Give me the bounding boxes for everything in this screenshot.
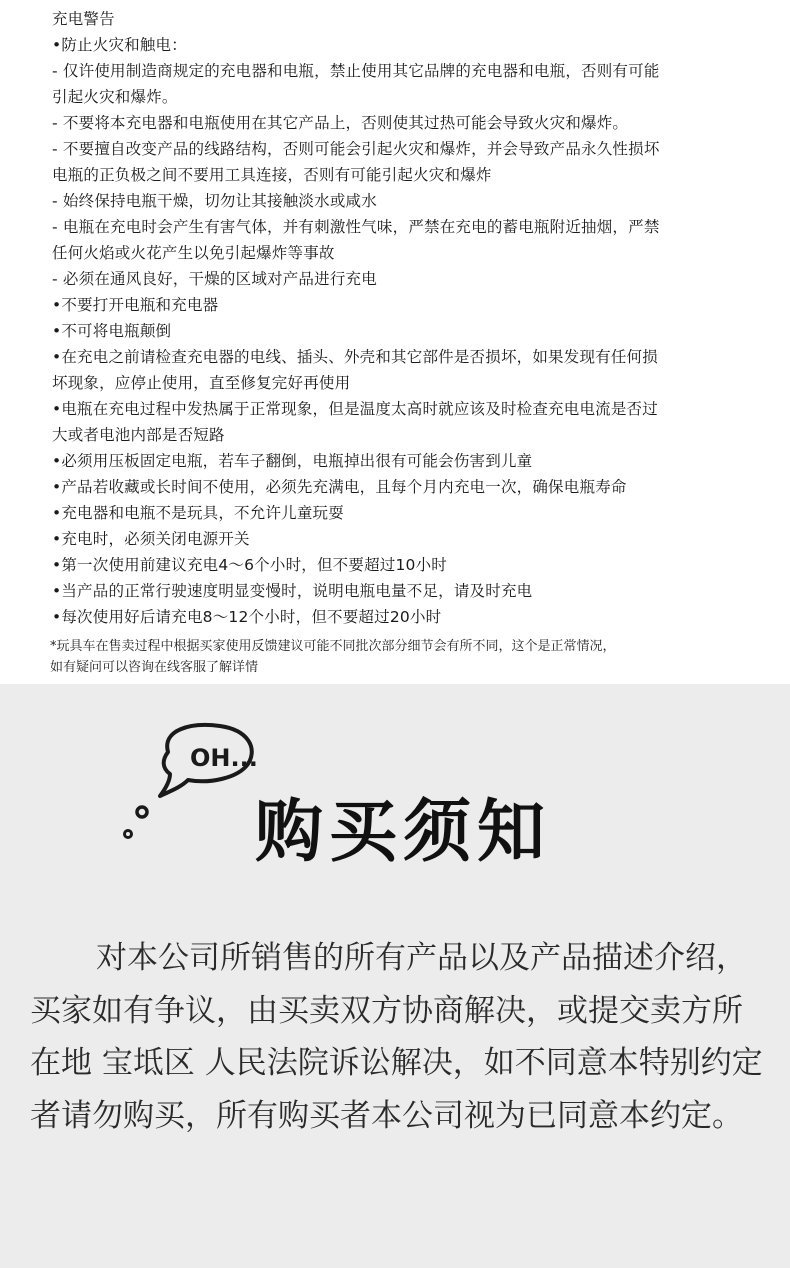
warning-line: •第一次使用前建议充电4～6个小时，但不要超过10小时 bbox=[52, 556, 447, 574]
warning-line: - 必须在通风良好，干燥的区域对产品进行充电 bbox=[52, 270, 377, 288]
warning-line: •不要打开电瓶和充电器 bbox=[52, 296, 219, 314]
warning-line: •当产品的正常行驶速度明显变慢时，说明电瓶电量不足，请及时充电 bbox=[52, 582, 533, 600]
warning-line: •充电时，必须关闭电源开关 bbox=[52, 530, 250, 548]
note-line: 如有疑问可以咨询在线客服了解详情 bbox=[50, 660, 259, 675]
bubble-text: OH... bbox=[190, 744, 258, 772]
warning-line: •充电器和电瓶不是玩具，不允许儿童玩耍 bbox=[52, 504, 344, 522]
batch-difference-note bbox=[50, 636, 785, 678]
warning-line: - 仅许使用制造商规定的充电器和电瓶，禁止使用其它品牌的充电器和电瓶，否则有可能 bbox=[52, 62, 660, 80]
warning-line: - 始终保持电瓶干燥，切勿让其接触淡水或咸水 bbox=[52, 192, 377, 210]
paragraph-line: 在地 宝坻区 人民法院诉讼解决，如不同意本特别约定 bbox=[30, 1045, 763, 1081]
charging-warning-list bbox=[52, 6, 772, 630]
warning-line: •产品若收藏或长时间不使用，必须先充满电，且每个月内充电一次，确保电瓶寿命 bbox=[52, 478, 627, 496]
warning-line: - 不要擅自改变产品的线路结构，否则可能会引起火灾和爆炸，并会导致产品永久性损坏 bbox=[52, 140, 660, 158]
warning-line: 任何火焰或火花产生以免引起爆炸等事故 bbox=[52, 244, 335, 262]
purchase-notice-heading: 购买须知 bbox=[255, 793, 552, 872]
warning-line: •电瓶在充电过程中发热属于正常现象，但是温度太高时就应该及时检查充电电流是否过 bbox=[52, 400, 658, 418]
paragraph-line: 对本公司所销售的所有产品以及产品描述介绍， bbox=[96, 940, 747, 976]
warning-line: •不可将电瓶颠倒 bbox=[52, 322, 172, 340]
paragraph-line: 者请勿购买，所有购买者本公司视为已同意本约定。 bbox=[30, 1097, 743, 1134]
warning-line: 坏现象，应停止使用，直至修复完好再使用 bbox=[52, 374, 351, 392]
warning-line: - 不要将本充电器和电瓶使用在其它产品上，否则使其过热可能会导致火灾和爆炸。 bbox=[52, 114, 629, 132]
note-line: *玩具车在售卖过程中根据买家使用反馈建议可能不同批次部分细节会有所不同，这个是正常情况， bbox=[50, 639, 616, 654]
warning-line: - 电瓶在充电时会产生有害气体，并有刺激性气味，严禁在充电的蓄电瓶附近抽烟，严禁 bbox=[52, 218, 660, 236]
warning-line: 引起火灾和爆炸。 bbox=[52, 88, 178, 106]
warning-line: •在充电之前请检查充电器的电线、插头、外壳和其它部件是否损坏，如果发现有任何损 bbox=[52, 348, 658, 366]
purchase-notice-paragraph bbox=[30, 932, 765, 1142]
warning-line: •必须用压板固定电瓶，若车子翻倒，电瓶掉出很有可能会伤害到儿童 bbox=[52, 452, 533, 470]
warning-line: 电瓶的正负极之间不要用工具连接，否则有可能引起火灾和爆炸 bbox=[52, 166, 492, 184]
warning-line: •防止火灾和触电： bbox=[52, 36, 187, 54]
warning-line: •每次使用好后请充电8～12个小时，但不要超过20小时 bbox=[52, 608, 442, 626]
speech-bubble-icon bbox=[110, 700, 260, 850]
paragraph-line: 买家如有争议，由买卖双方协商解决，或提交卖方所 bbox=[30, 992, 743, 1029]
doodle-dot-small bbox=[125, 831, 132, 838]
warning-line: 大或者电池内部是否短路 bbox=[52, 426, 225, 444]
warning-title: 充电警告 bbox=[52, 10, 115, 28]
doodle-dot-large bbox=[137, 807, 147, 817]
